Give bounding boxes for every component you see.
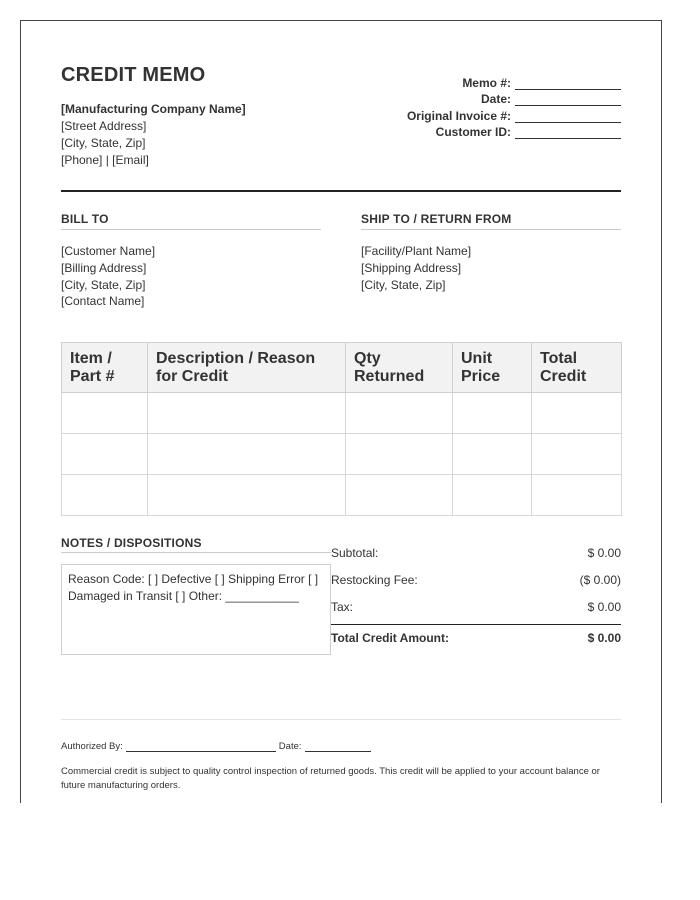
customer-id-field[interactable] [515, 126, 621, 139]
ship-to-line: [Facility/Plant Name] [361, 244, 472, 258]
total-credit-label: Total Credit Amount: [331, 630, 449, 645]
footer-terms: Commercial credit is subject to quality control inspection of returned goods. This credit will be applied to your account balance or future manufacturing orders. [61, 766, 600, 791]
original-invoice-label: Original Invoice #: [406, 108, 511, 123]
line-items-table [61, 342, 622, 516]
bill-to-line: [Contact Name] [61, 294, 145, 309]
memo-number-field[interactable] [515, 77, 621, 90]
table-cell[interactable] [346, 434, 453, 475]
date-field[interactable] [515, 93, 621, 106]
customer-id-label: Customer ID: [435, 125, 511, 139]
authorization-line [61, 741, 371, 752]
bill-to-line: [Customer Name] [61, 244, 156, 258]
table-cell[interactable] [148, 434, 346, 475]
original-invoice-row [407, 106, 621, 123]
column-header-item-part: Item / Part # [62, 343, 148, 393]
ship-to-heading: SHIP TO / RETURN FROM [361, 212, 621, 230]
ship-to-line: [City, State, Zip] [361, 277, 446, 292]
tax-label: Tax: [331, 599, 354, 614]
table-cell[interactable] [532, 393, 622, 434]
date-row [407, 90, 621, 107]
tax-value: $ 0.00 [587, 599, 621, 614]
restocking-fee-row [331, 566, 621, 593]
subtotal-value: $ 0.00 [587, 545, 621, 560]
company-contact: [Phone] | [Email] [61, 153, 149, 167]
totals-summary [331, 539, 621, 650]
bill-to-line: [City, State, Zip] [61, 277, 146, 292]
footer-divider [61, 719, 621, 720]
bill-to-section [61, 212, 321, 310]
authorized-by-label: Authorized By: [61, 741, 123, 752]
authorized-by-field[interactable] [126, 742, 276, 752]
total-credit-row [331, 625, 621, 650]
ship-to-section [361, 212, 621, 293]
bill-to-line: [Billing Address] [61, 260, 147, 275]
column-header-unit-price: Unit Price [453, 343, 532, 393]
document-title: CREDIT MEMO [61, 64, 206, 86]
company-street: [Street Address] [61, 119, 147, 133]
table-cell[interactable] [453, 434, 532, 475]
notes-heading: NOTES / DISPOSITIONS [61, 536, 331, 553]
memo-number-label: Memo #: [462, 75, 511, 90]
table-cell[interactable] [62, 475, 148, 516]
table-cell[interactable] [532, 434, 622, 475]
authorization-date-field[interactable] [305, 742, 371, 752]
ship-to-line: [Shipping Address] [361, 260, 462, 275]
header-divider [61, 190, 621, 192]
table-cell[interactable] [148, 393, 346, 434]
table-cell[interactable] [346, 475, 453, 516]
table-cell[interactable] [148, 475, 346, 516]
subtotal-label: Subtotal: [331, 545, 379, 560]
ship-to-lines [361, 243, 621, 293]
company-info [61, 101, 246, 169]
original-invoice-field[interactable] [515, 110, 621, 123]
authorization-date-label: Date: [278, 741, 302, 752]
notes-section [61, 536, 331, 655]
table-header-row [62, 343, 622, 393]
date-label: Date: [480, 92, 511, 106]
bill-to-heading: BILL TO [61, 212, 321, 230]
subtotal-row [331, 539, 621, 566]
customer-id-row [407, 123, 621, 140]
restocking-fee-label: Restocking Fee: [331, 572, 418, 587]
table-row [62, 475, 622, 516]
total-credit-value: $ 0.00 [587, 630, 621, 645]
restocking-fee-value: ($ 0.00) [579, 572, 621, 587]
tax-row [331, 593, 621, 620]
table-row [62, 434, 622, 475]
table-cell[interactable] [453, 393, 532, 434]
table-row [62, 393, 622, 434]
bill-to-lines [61, 243, 321, 310]
company-name: [Manufacturing Company Name] [61, 102, 246, 116]
table-cell[interactable] [62, 393, 148, 434]
table-cell[interactable] [532, 475, 622, 516]
table-cell[interactable] [453, 475, 532, 516]
table-cell[interactable] [62, 434, 148, 475]
column-header-description: Description / Reason for Credit [148, 343, 346, 393]
credit-memo-page [20, 20, 662, 803]
column-header-total-credit: Total Credit [532, 343, 622, 393]
memo-number-row [407, 73, 621, 90]
memo-meta-fields [407, 73, 621, 139]
table-cell[interactable] [346, 393, 453, 434]
column-header-qty-returned: Qty Returned [346, 343, 453, 393]
notes-text-box[interactable]: Reason Code: [ ] Defective [ ] Shipping Error [ ] Damaged in Transit [ ] Other: ___________ [61, 564, 331, 655]
company-city: [City, State, Zip] [61, 136, 146, 150]
